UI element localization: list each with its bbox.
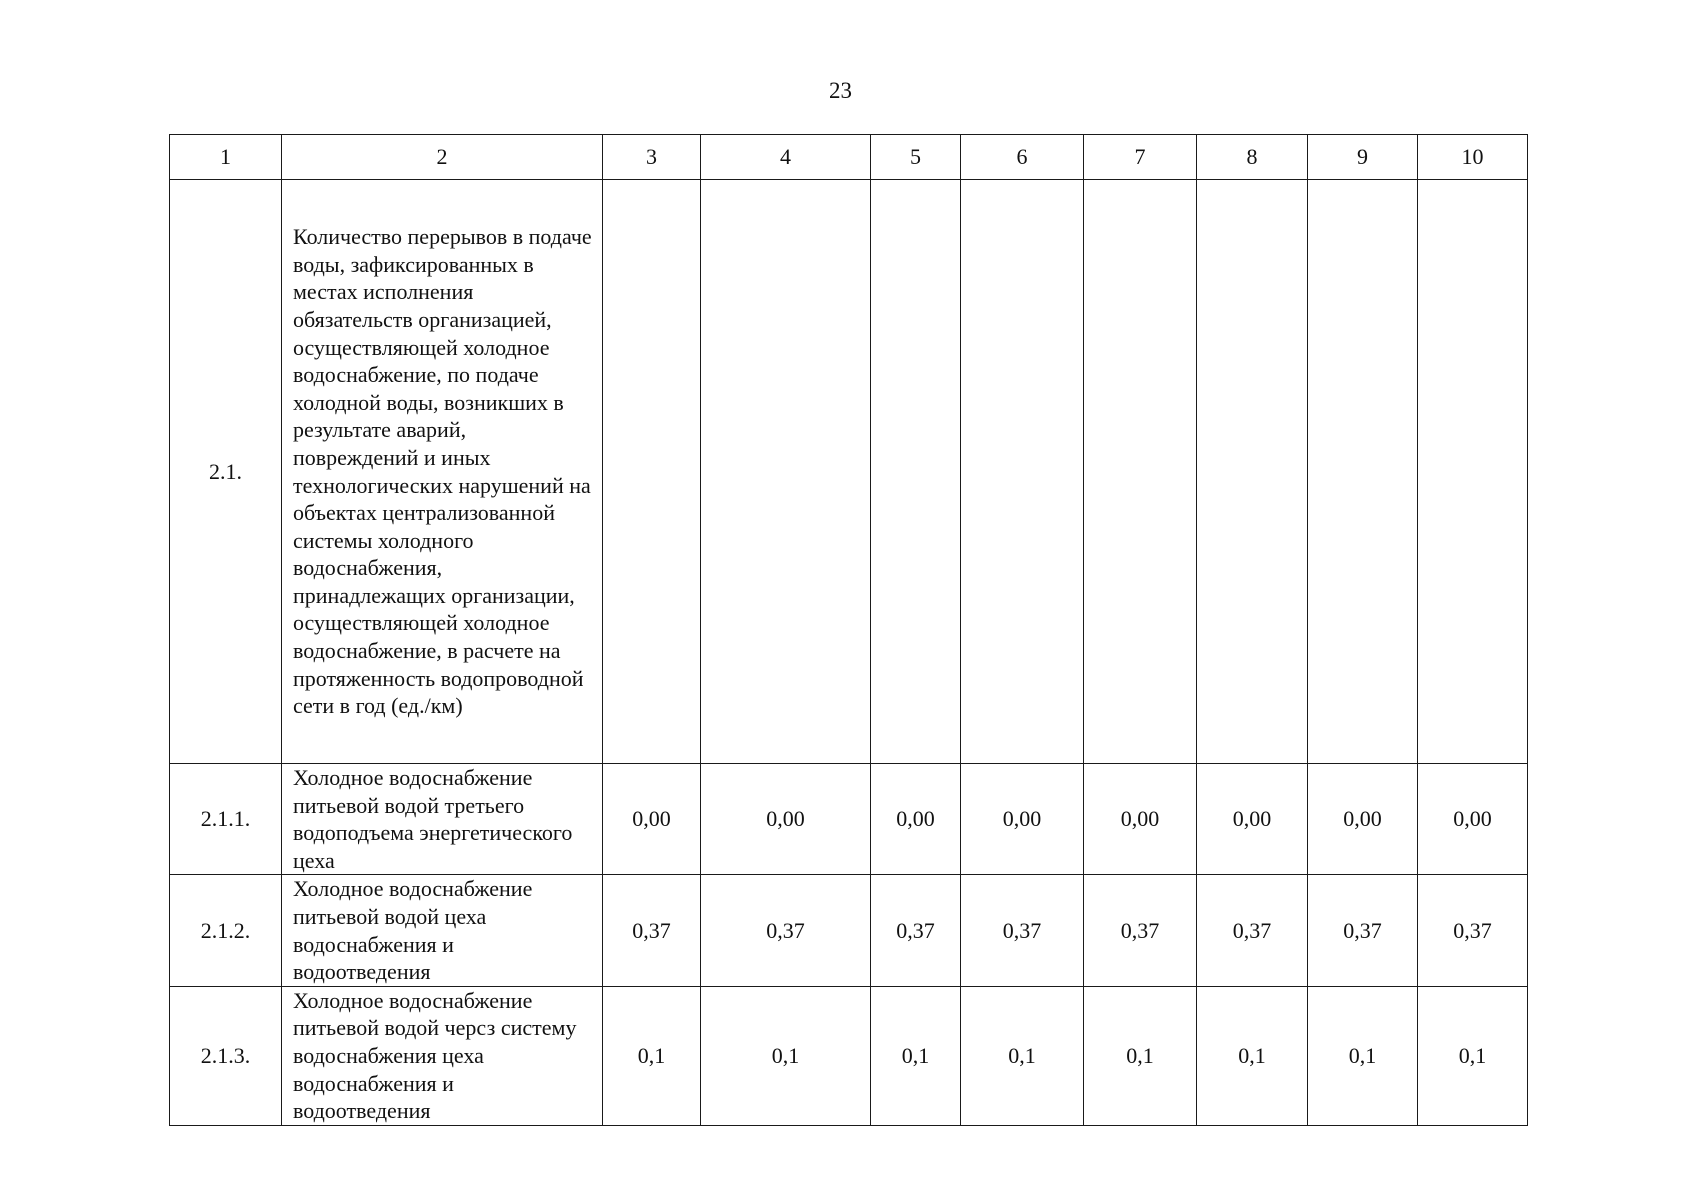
row-number: 2.1.1. — [170, 764, 282, 875]
value-cell: 0,00 — [701, 764, 871, 875]
value-cell: 0,1 — [603, 986, 701, 1125]
value-cell: 0,1 — [1418, 986, 1528, 1125]
row-description: Холодное водоснабжение питьевой водой цеха водоснабжения и водоотведения — [282, 875, 603, 986]
value-cell: 0,37 — [1418, 875, 1528, 986]
row-number: 2.1.3. — [170, 986, 282, 1125]
row-number: 2.1.2. — [170, 875, 282, 986]
value-cell: 0,1 — [701, 986, 871, 1125]
value-cell: 0,00 — [961, 764, 1084, 875]
table-row — [170, 764, 1528, 875]
column-header: 10 — [1418, 135, 1528, 180]
value-cell — [603, 180, 701, 764]
value-cell: 0,00 — [1197, 764, 1308, 875]
value-cell: 0,1 — [1197, 986, 1308, 1125]
row-number: 2.1. — [170, 180, 282, 764]
column-number-row — [170, 135, 1528, 180]
value-cell — [1308, 180, 1418, 764]
column-header: 1 — [170, 135, 282, 180]
column-header: 6 — [961, 135, 1084, 180]
value-cell — [1197, 180, 1308, 764]
value-cell: 0,37 — [1197, 875, 1308, 986]
column-header: 7 — [1084, 135, 1197, 180]
value-cell: 0,37 — [961, 875, 1084, 986]
value-cell: 0,00 — [1084, 764, 1197, 875]
value-cell: 0,37 — [1084, 875, 1197, 986]
column-header: 4 — [701, 135, 871, 180]
value-cell: 0,00 — [1418, 764, 1528, 875]
table-row — [170, 986, 1528, 1125]
table-row — [170, 180, 1528, 764]
value-cell — [1084, 180, 1197, 764]
column-header: 8 — [1197, 135, 1308, 180]
column-header: 3 — [603, 135, 701, 180]
value-cell: 0,37 — [871, 875, 961, 986]
value-cell — [701, 180, 871, 764]
page-number: 23 — [829, 78, 852, 103]
value-cell: 0,37 — [701, 875, 871, 986]
value-cell: 0,00 — [1308, 764, 1418, 875]
column-header: 9 — [1308, 135, 1418, 180]
column-header: 2 — [282, 135, 603, 180]
value-cell — [871, 180, 961, 764]
row-description: Холодное водоснабжение питьевой водой третьего водоподъема энергетического цеха — [282, 764, 603, 875]
row-description: Холодное водоснабжение питьевой водой черсз систему водоснабжения цеха водоснабжения и водоотведения — [282, 986, 603, 1125]
value-cell: 0,1 — [1084, 986, 1197, 1125]
value-cell: 0,1 — [961, 986, 1084, 1125]
value-cell: 0,00 — [603, 764, 701, 875]
value-cell — [961, 180, 1084, 764]
value-cell: 0,1 — [871, 986, 961, 1125]
table-row — [170, 875, 1528, 986]
value-cell: 0,1 — [1308, 986, 1418, 1125]
value-cell: 0,00 — [871, 764, 961, 875]
row-description: Количество перерывов в подаче воды, зафиксированных в местах исполнения обязательств организацией, осуществляющей холодное водоснабжение, по подаче холодной воды, возникших в результате аварий, повреждений и иных технологических нарушений на объектах централизованной системы холодного водоснабжения, принадлежащих организации, осуществляющей холодное водоснабжение, в расчете на протяженность водопроводной сети в год (ед./км) — [282, 180, 603, 764]
value-cell — [1418, 180, 1528, 764]
value-cell: 0,37 — [603, 875, 701, 986]
value-cell: 0,37 — [1308, 875, 1418, 986]
indicator-table — [169, 134, 1528, 1126]
column-header: 5 — [871, 135, 961, 180]
